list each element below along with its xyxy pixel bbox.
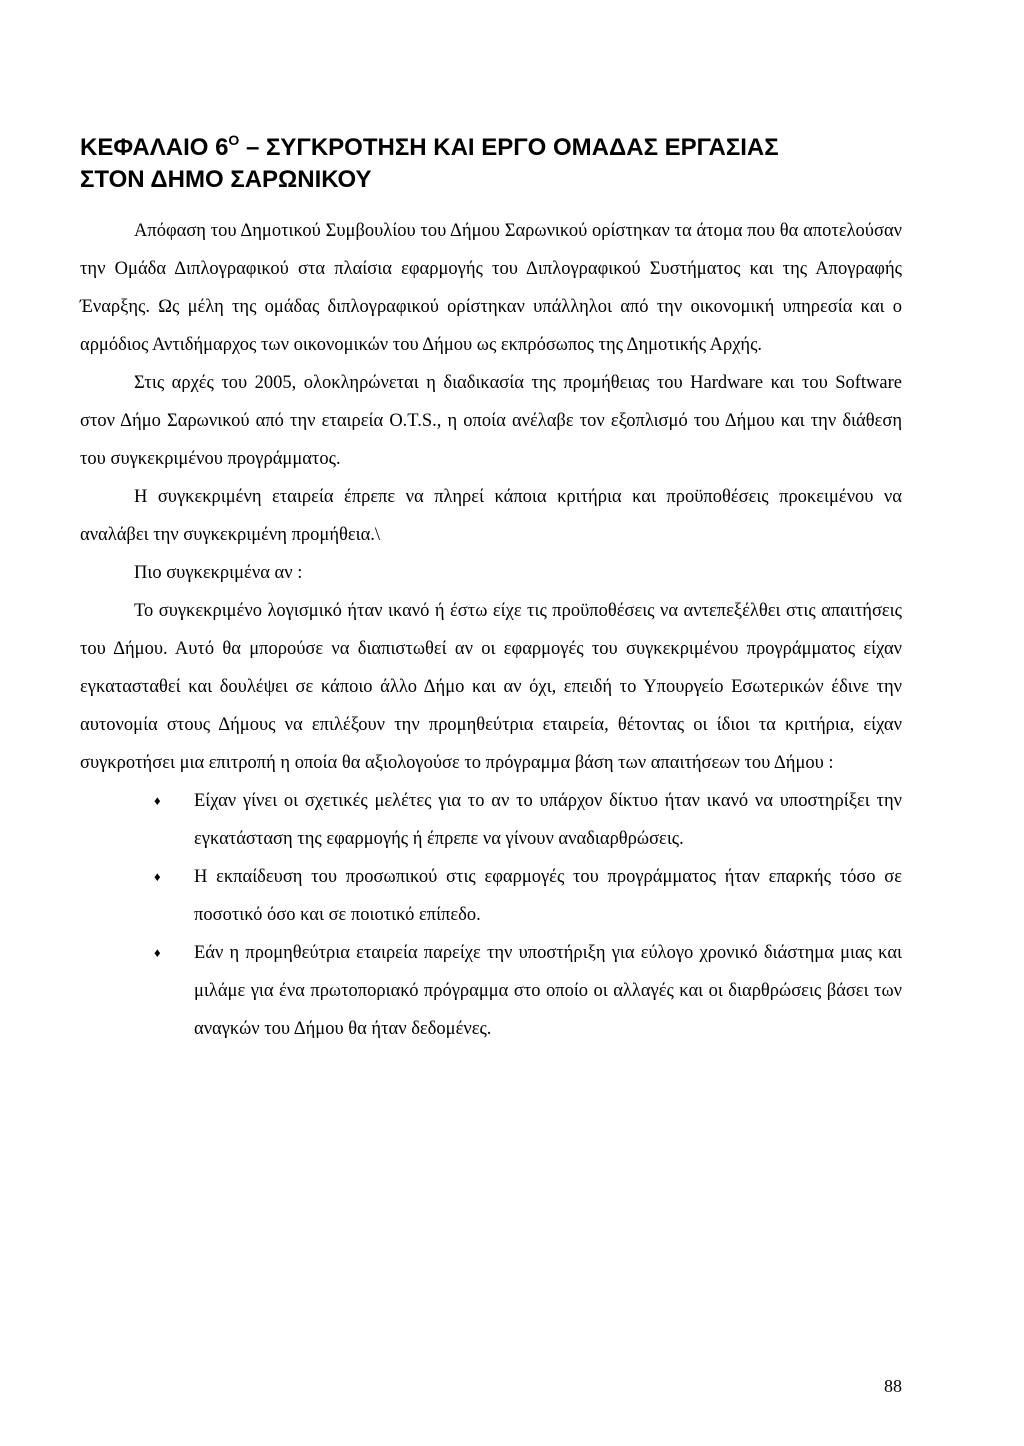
heading-superscript: Ο bbox=[228, 132, 240, 148]
criteria-list bbox=[80, 782, 902, 1048]
list-item bbox=[80, 934, 902, 1048]
heading-prefix: ΚΕΦΑΛΑΙΟ 6 bbox=[80, 134, 229, 161]
list-item bbox=[80, 858, 902, 934]
diamond-bullet-icon: ♦ bbox=[154, 945, 161, 960]
list-item-text: Η εκπαίδευση του προσωπικού στις εφαρμογές του προγράμματος ήταν επαρκής τόσο σε ποσοτικό όσο και σε ποιοτικό επίπεδο. bbox=[194, 867, 902, 925]
list-item-text: Εάν η προμηθεύτρια εταιρεία παρείχε την υποστήριξη για εύλογο χρονικό διάστημα μιας και μιλάμε για ένα πρωτοποριακό πρόγραμμα στο οποίο οι αλλαγές και οι διαρθρώσεις βάσει των αναγκών του Δήμου θα ήταν δεδομένες. bbox=[194, 943, 902, 1039]
diamond-bullet-icon: ♦ bbox=[154, 793, 161, 808]
paragraph-specifically: Πιο συγκεκριμένα αν : bbox=[134, 563, 303, 583]
heading-line-2: ΣΤΟΝ ΔΗΜΟ ΣΑΡΩΝΙΚΟΥ bbox=[80, 166, 372, 193]
diamond-bullet-icon: ♦ bbox=[154, 869, 161, 884]
paragraph-team: Απόφαση του Δημοτικού Συμβουλίου του Δήμου Σαρωνικού ορίστηκαν τα άτομα που θα αποτελούσαν την Ομάδα Διπλογραφικού στα πλαίσια εφαρμογής του Διπλογραφικού Συστήματος και της Απογραφής Έναρξης. Ως μέλη της ομάδας διπλογραφικού ορίστηκαν υπάλληλοι από την οικονομική υπηρεσία και ο αρμόδιος Αντιδήμαρχος των οικονομικών του Δήμου ως εκπρόσωπος της Δημοτικής Αρχής. bbox=[80, 221, 902, 355]
chapter-heading bbox=[80, 124, 960, 196]
paragraph-software: Το συγκεκριμένο λογισμικό ήταν ικανό ή έστω είχε τις προϋποθέσεις να αντεπεξέλθει στις απαιτήσεις του Δήμου. Αυτό θα μπορούσε να διαπιστωθεί αν οι εφαρμογές του συγκεκριμένου προγράμματος είχαν εγκατασταθεί και δουλέψει σε κάποιο άλλο Δήμο και αν όχι, επειδή το Υπουργείο Εσωτερικών έδινε την αυτονομία στους Δήμους να επιλέξουν την προμηθεύτρια εταιρεία, θέτοντας οι ίδιοι τα κριτήρια, είχαν συγκροτήσει μια επιτροπή η οποία θα αξιολογούσε το πρόγραμμα βάση των απαιτήσεων του Δήμου : bbox=[80, 601, 902, 773]
body-text bbox=[80, 212, 902, 1048]
heading-suffix: – ΣΥΓΚΡΟΤΗΣΗ ΚΑΙ ΕΡΓΟ ΟΜΑΔΑΣ ΕΡΓΑΣΙΑΣ bbox=[239, 134, 779, 161]
list-item bbox=[80, 782, 902, 858]
paragraph-procurement: Στις αρχές του 2005, ολοκληρώνεται η διαδικασία της προμήθειας του Hardware και του Software στον Δήμο Σαρωνικού από την εταιρεία Ο.T.S., η οποία ανέλαβε τον εξοπλισμό του Δήμου και την διάθεση του συγκεκριμένου προγράμματος. bbox=[80, 373, 902, 469]
paragraph-criteria: Η συγκεκριμένη εταιρεία έπρεπε να πληρεί κάποια κριτήρια και προϋποθέσεις προκειμένου να αναλάβει την συγκεκριμένη προμήθεια.\ bbox=[80, 487, 902, 545]
list-item-text: Είχαν γίνει οι σχετικές μελέτες για το αν το υπάρχον δίκτυο ήταν ικανό να υποστηρίξει την εγκατάσταση της εφαρμογής ή έπρεπε να γίνουν αναδιαρθρώσεις. bbox=[194, 791, 902, 849]
page-number: 88 bbox=[884, 1376, 902, 1396]
